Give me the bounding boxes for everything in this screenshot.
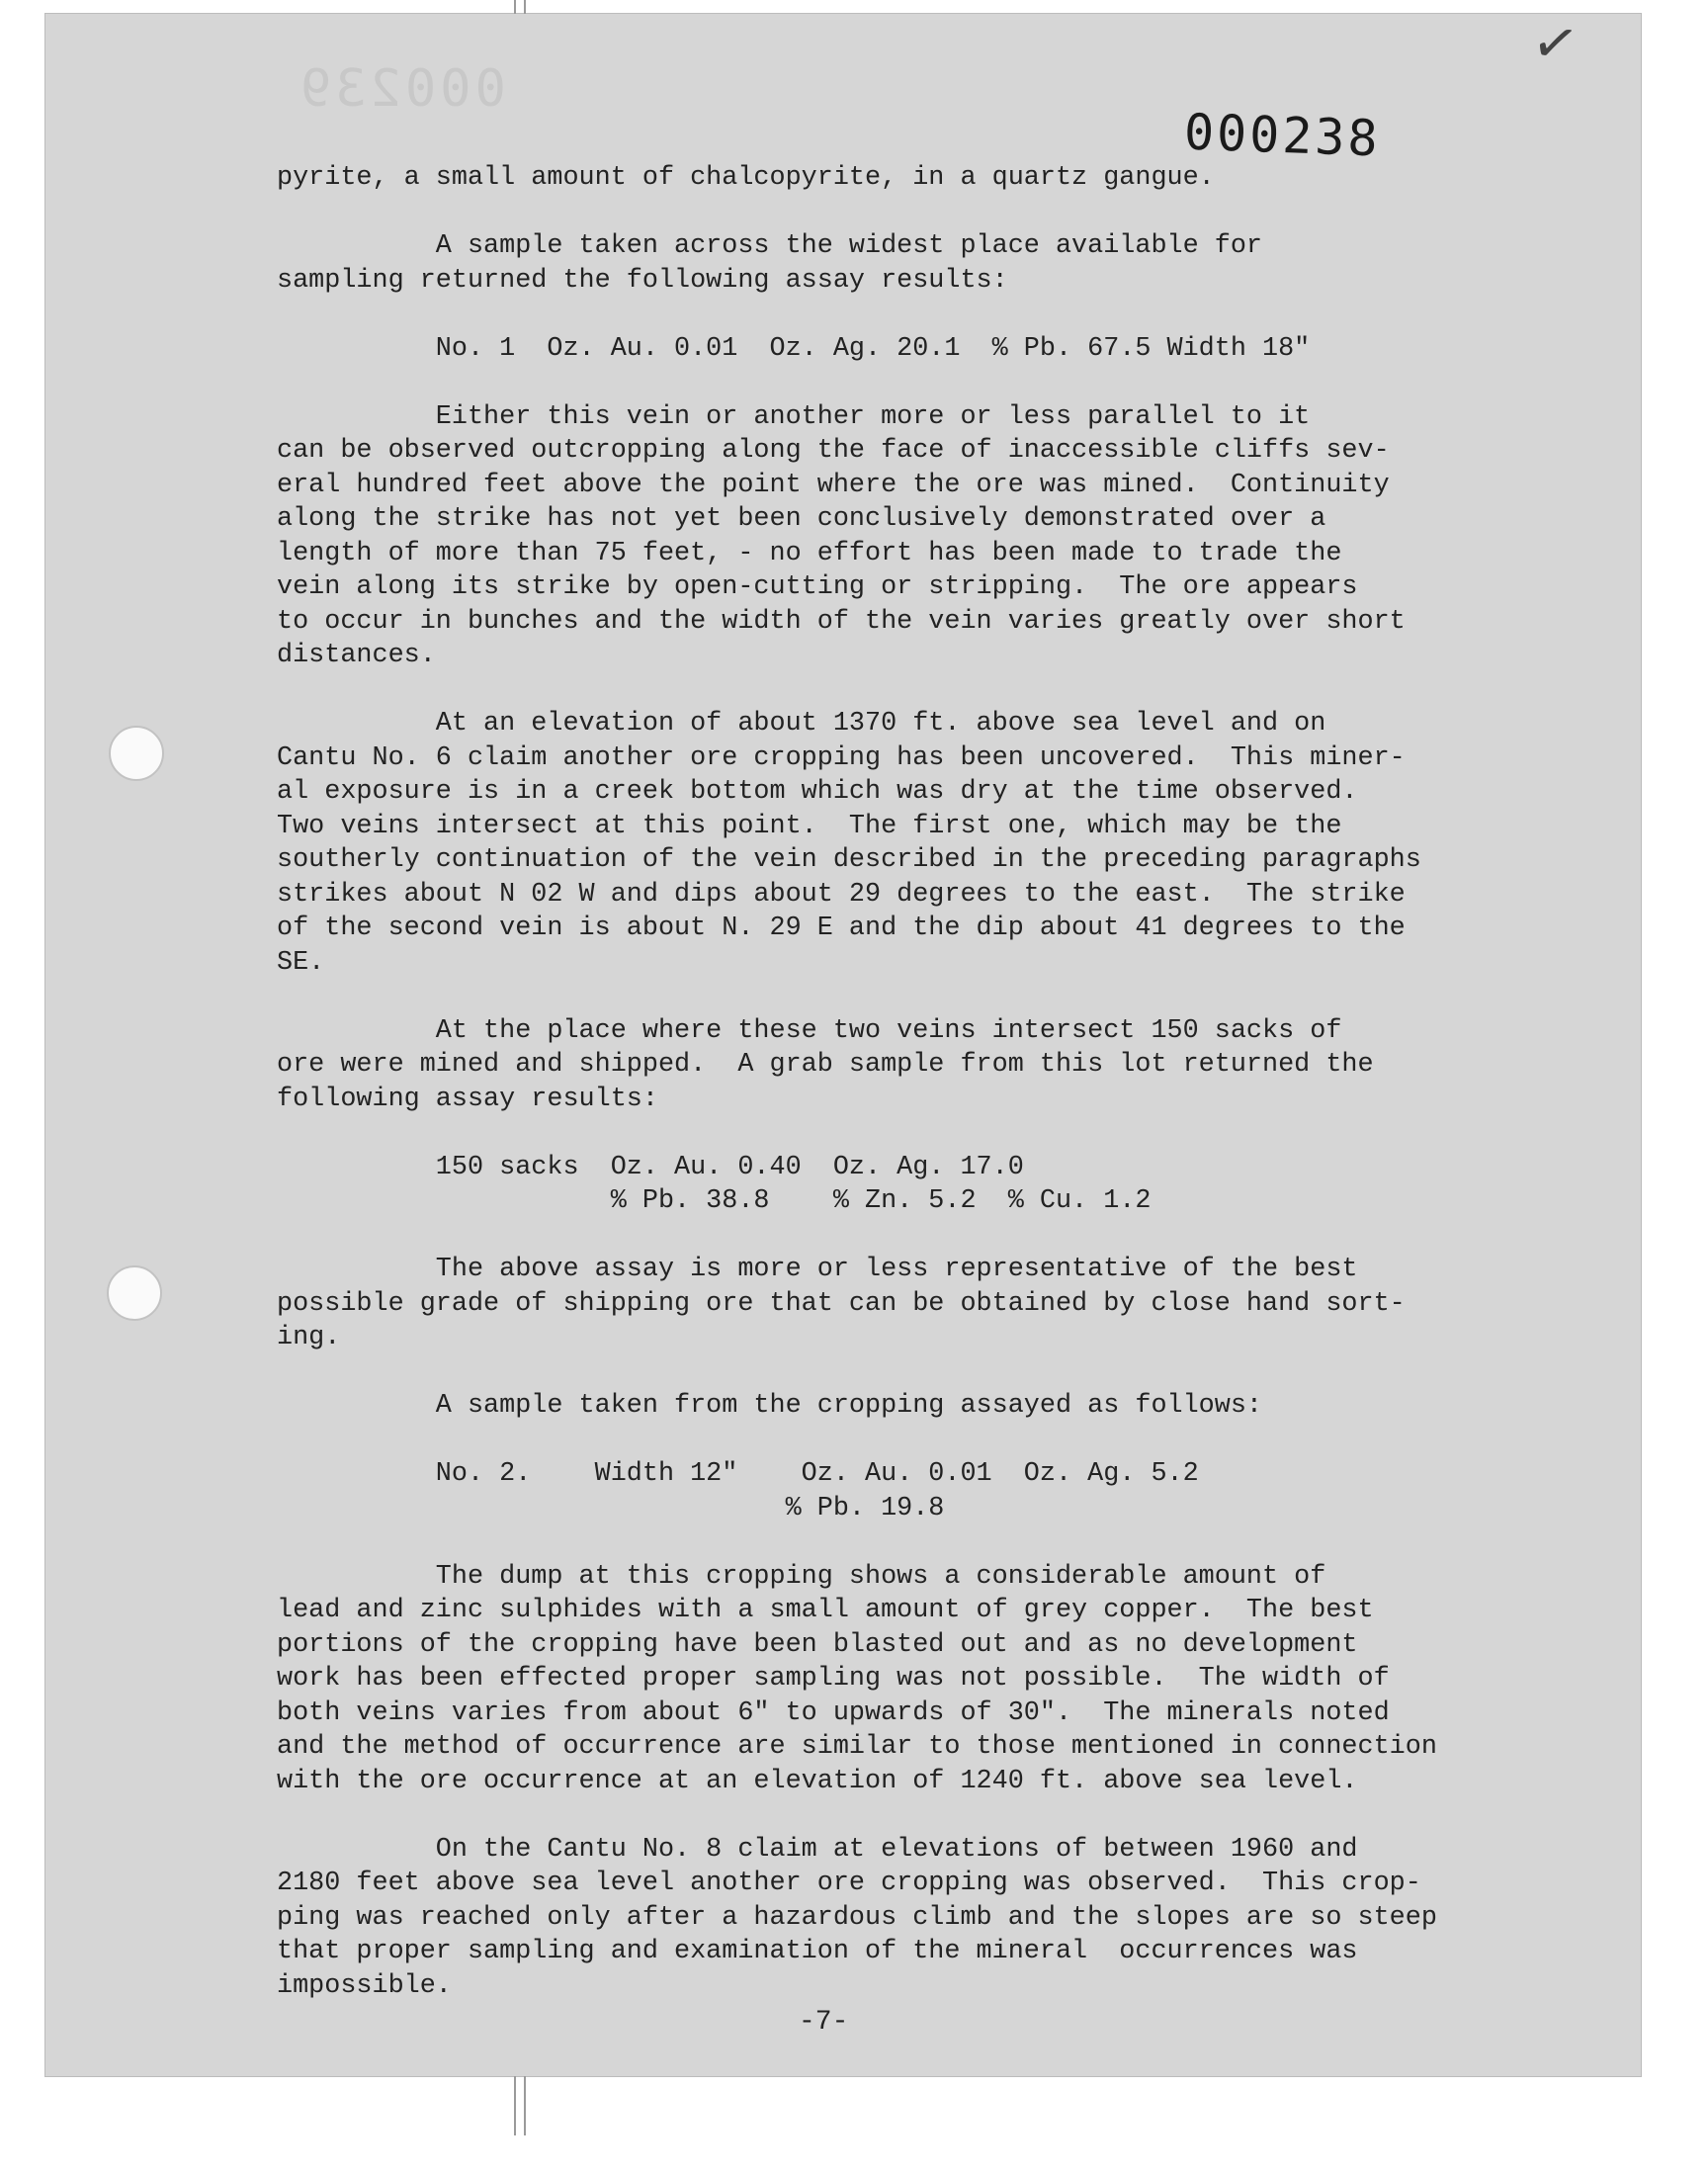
text-line: vein along its strike by open-cutting or stripping. The ore appears	[277, 572, 1358, 602]
document-stamp-number: 000238	[1183, 103, 1382, 168]
text-line: The above assay is more or less representative of the best	[277, 1255, 1358, 1284]
punch-hole-lower	[107, 1265, 162, 1321]
text-line: that proper sampling and examination of the mineral occurrences was	[277, 1937, 1358, 1966]
text-line	[277, 1219, 1502, 1254]
text-line: can be observed outcropping along the face of inaccessible cliffs sev-	[277, 436, 1390, 466]
text-line: lead and zinc sulphides with a small amount of grey copper. The best	[277, 1596, 1374, 1625]
page-number: -7-	[799, 2007, 849, 2038]
text-line	[277, 1424, 1502, 1458]
text-line: Cantu No. 6 claim another ore cropping has been uncovered. This miner-	[277, 742, 1406, 773]
text-line: ore were mined and shipped. A grab sample from this lot returned the	[277, 1050, 1374, 1080]
text-line: The dump at this cropping shows a considerable amount of	[277, 1561, 1326, 1592]
text-line: to occur in bunches and the width of the vein varies greatly over short	[277, 606, 1406, 637]
text-line: 150 sacks Oz. Au. 0.40 Oz. Ag. 17.0	[277, 1152, 1024, 1182]
text-line: A sample taken across the widest place available for	[277, 231, 1263, 261]
text-line	[277, 366, 1502, 400]
text-line: portions of the cropping have been blasted out and as no development	[277, 1629, 1358, 1660]
text-line: At the place where these two veins intersect 150 sacks of	[277, 1015, 1342, 1046]
punch-hole-upper	[109, 726, 164, 781]
text-line: No. 1 Oz. Au. 0.01 Oz. Ag. 20.1 % Pb. 67.5 Width 18"	[277, 333, 1311, 364]
text-line	[277, 1116, 1502, 1151]
check-mark-icon: ✓	[1526, 8, 1584, 80]
text-line	[277, 196, 1502, 230]
text-line: both veins varies from about 6" to upwards of 30". The minerals noted	[277, 1697, 1390, 1728]
binder-line-bottom	[524, 2076, 526, 2135]
text-line: % Pb. 38.8 % Zn. 5.2 % Cu. 1.2	[277, 1186, 1152, 1216]
text-line: On the Cantu No. 8 claim at elevations of between 1960 and	[277, 1834, 1358, 1865]
text-line: following assay results:	[277, 1084, 658, 1114]
text-line: work has been effected proper sampling was not possible. The width of	[277, 1664, 1390, 1694]
text-line: impossible.	[277, 1970, 452, 2001]
text-line: ing.	[277, 1323, 341, 1352]
text-line	[277, 1355, 1502, 1390]
binder-line-bottom	[514, 2076, 516, 2135]
text-line: sampling returned the following assay results:	[277, 265, 1008, 296]
document-body	[277, 161, 1502, 2003]
text-line: possible grade of shipping ore that can be obtained by close hand sort-	[277, 1288, 1406, 1319]
text-line: 2180 feet above sea level another ore cropping was observed. This crop-	[277, 1869, 1421, 1898]
text-line: A sample taken from the cropping assayed as follows:	[277, 1391, 1263, 1421]
text-line: of the second vein is about N. 29 E and the dip about 41 degrees to the	[277, 914, 1406, 943]
text-line: and the method of occurrence are similar to those mentioned in connection	[277, 1732, 1437, 1762]
text-line: distances.	[277, 641, 436, 670]
text-line	[277, 1798, 1502, 1833]
text-line: Two veins intersect at this point. The first one, which may be the	[277, 811, 1342, 841]
text-line: eral hundred feet above the point where the ore was mined. Continuity	[277, 470, 1390, 500]
ghost-stamp-number: 000239	[297, 59, 506, 119]
text-line: pyrite, a small amount of chalcopyrite, in a quartz gangue.	[277, 163, 1215, 193]
text-line	[277, 1525, 1502, 1560]
text-line: southerly continuation of the vein described in the preceding paragraphs	[277, 845, 1421, 875]
text-line: % Pb. 19.8	[277, 1493, 945, 1523]
text-line: al exposure is in a creek bottom which was dry at the time observed.	[277, 777, 1358, 807]
text-line: strikes about N 02 W and dips about 29 degrees to the east. The strike	[277, 879, 1406, 910]
text-line: No. 2. Width 12" Oz. Au. 0.01 Oz. Ag. 5.2	[277, 1459, 1199, 1489]
text-line	[277, 980, 1502, 1014]
binder-line-top	[514, 0, 516, 14]
text-line: SE.	[277, 947, 325, 978]
binder-line-top	[524, 0, 526, 14]
text-line: Either this vein or another more or less parallel to it	[277, 401, 1311, 432]
text-line: ping was reached only after a hazardous climb and the slopes are so steep	[277, 1902, 1437, 1933]
text-line: length of more than 75 feet, - no effort has been made to trade the	[277, 538, 1342, 568]
text-line: along the strike has not yet been conclusively demonstrated over a	[277, 504, 1326, 534]
text-line	[277, 673, 1502, 708]
text-line: At an elevation of about 1370 ft. above sea level and on	[277, 709, 1326, 739]
text-line: with the ore occurrence at an elevation of 1240 ft. above sea level.	[277, 1766, 1358, 1796]
text-line	[277, 298, 1502, 332]
